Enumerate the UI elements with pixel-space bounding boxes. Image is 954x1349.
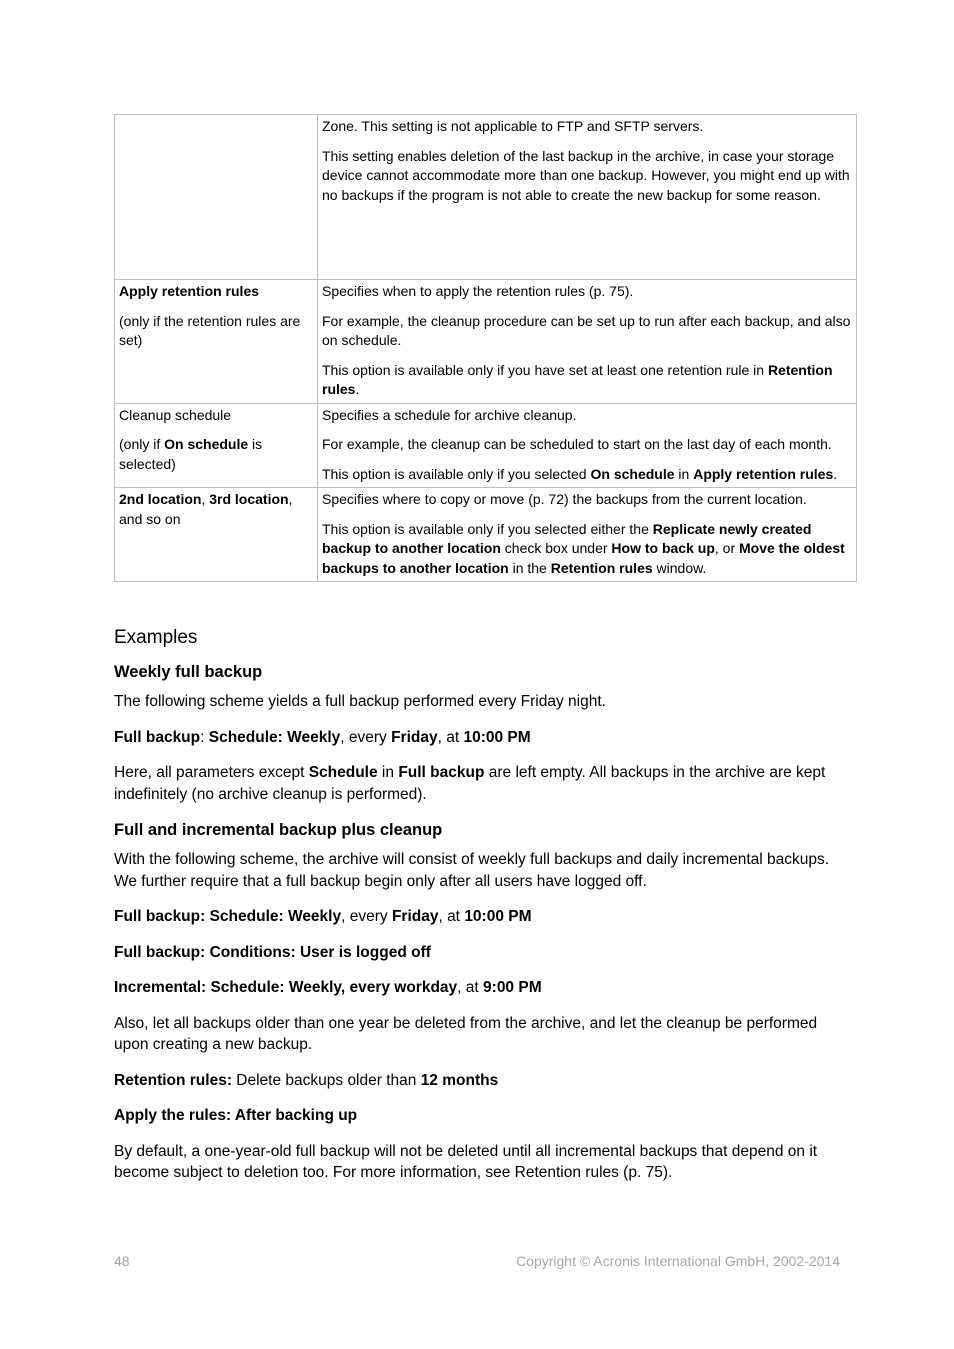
- text-run: .: [833, 465, 838, 482]
- text-run: This setting enables deletion of the last backup in the archive, in case your storage device cannot accommodate more than one backup. However, you might end up with no backups if the program is not able to create the new backup for some reason.: [322, 147, 850, 203]
- table-row: [115, 280, 857, 404]
- table-row: [115, 488, 857, 582]
- bold-text: On schedule: [164, 436, 249, 452]
- text-run: By default, a one-year-old full backup will not be deleted until all incremental backups that depend on it become subject to deletion too. For more information, see Retention rules (p. 75).: [114, 1142, 818, 1181]
- option-description-cell: [318, 115, 857, 280]
- option-description-cell: [318, 403, 857, 488]
- paragraph: [114, 762, 844, 805]
- bold-text: Full backup: Conditions: User is logged off: [114, 943, 431, 961]
- cell-paragraph: [322, 406, 852, 426]
- text-run: Cleanup schedule: [119, 406, 232, 423]
- text-run: Weekly full backup: [114, 663, 263, 681]
- text-run: are left empty. All backups in the archive are kept indefinitely (no archive cleanup is performed).: [114, 764, 826, 803]
- bold-text: 9:00 PM: [483, 979, 542, 996]
- bold-text: Apply the rules: After backing up: [114, 1107, 358, 1124]
- option-description-cell: [318, 280, 857, 404]
- option-name-cell: [115, 403, 318, 488]
- text-run: check box under: [500, 540, 612, 556]
- page-number: 48: [114, 1253, 130, 1269]
- text-run: :: [200, 728, 209, 746]
- text-run: The following scheme yields a full backup performed every Friday night.: [114, 693, 606, 710]
- bold-text: Friday: [391, 908, 439, 925]
- paragraph: [114, 906, 844, 928]
- text-run: (only if the retention rules are set): [119, 312, 301, 348]
- paragraph: [114, 1141, 844, 1184]
- bold-text: Schedule: [308, 764, 378, 781]
- paragraph: [114, 1105, 844, 1127]
- text-run: , every: [340, 728, 392, 746]
- paragraph: [114, 691, 844, 713]
- paragraph: [114, 942, 844, 964]
- cell-paragraph: [322, 117, 852, 137]
- bold-text: Full backup: Schedule: Weekly: [114, 908, 342, 925]
- text-run: This option is available only if you selected either the: [322, 520, 653, 537]
- bold-text: On schedule: [590, 465, 675, 482]
- bold-text: 12 months: [420, 1071, 499, 1089]
- cell-paragraph: [322, 312, 852, 351]
- option-name-cell: [115, 280, 318, 404]
- bold-text: 10:00 PM: [464, 908, 532, 925]
- cell-paragraph: [322, 282, 852, 302]
- text-run: For example, the cleanup procedure can be set up to run after each backup, and also on schedule.: [322, 312, 851, 348]
- text-run: , and so on: [119, 491, 293, 527]
- text-run: Specifies where to copy or move (p. 72) the backups from the current location.: [322, 491, 807, 507]
- text-run: This option is available only if you selected: [322, 465, 591, 482]
- text-run: Specifies when to apply the retention rules (p. 75).: [322, 283, 634, 299]
- bold-text: Retention rules:: [114, 1071, 232, 1089]
- option-description-cell: [318, 488, 857, 582]
- text-run: , at: [457, 979, 484, 996]
- text-run: in: [377, 764, 399, 781]
- subheading-weekly-full-backup: [114, 661, 844, 683]
- text-run: Here, all parameters except: [114, 764, 309, 781]
- paragraph: [114, 727, 844, 749]
- text-run: in the: [508, 559, 551, 576]
- table-row: [115, 115, 857, 280]
- table-row: [115, 403, 857, 488]
- text-run: is selected): [119, 436, 263, 472]
- text-run: , every: [341, 908, 392, 925]
- section-heading-examples: [114, 625, 844, 651]
- options-table-body: [115, 115, 857, 582]
- text-run: Also, let all backups older than one year be deleted from the archive, and let the cleanup be performed upon creating a new backup.: [114, 1014, 818, 1053]
- cell-paragraph: [322, 147, 852, 206]
- paragraph: [114, 1013, 844, 1056]
- text-run: Examples: [114, 627, 198, 648]
- paragraph: [114, 849, 844, 892]
- cell-paragraph: [322, 465, 852, 485]
- bold-text: 3rd location: [209, 491, 289, 507]
- bold-text: Schedule: Weekly: [208, 728, 341, 746]
- cell-paragraph: [322, 435, 852, 455]
- text-run: (only if: [119, 436, 165, 452]
- option-name-cell: [115, 488, 318, 582]
- options-table: [114, 114, 857, 582]
- bold-text: How to back up: [611, 540, 715, 556]
- copyright-notice: Copyright © Acronis International GmbH, 2002-2014: [516, 1253, 840, 1269]
- bold-text: Retention rules: [322, 361, 833, 397]
- bold-text: Apply retention rules: [119, 283, 260, 299]
- paragraph: [114, 977, 844, 999]
- cell-paragraph: [322, 361, 852, 400]
- bold-text: Apply retention rules: [693, 465, 834, 482]
- bold-text: 10:00 PM: [463, 728, 531, 746]
- body-content: [114, 625, 844, 1198]
- subheading-full-incremental-cleanup: [114, 819, 844, 841]
- bold-text: Friday: [391, 728, 438, 746]
- text-run: , at: [437, 728, 464, 746]
- text-run: With the following scheme, the archive will consist of weekly full backups and daily incremental backups. We further require that a full backup begin only after all users have logged off.: [114, 851, 830, 890]
- text-run: For example, the cleanup can be scheduled to start on the last day of each month.: [322, 436, 832, 452]
- text-run: Delete backups older than: [231, 1071, 421, 1089]
- option-name-cell: [115, 115, 318, 280]
- text-run: ,: [201, 491, 210, 507]
- text-run: Specifies a schedule for archive cleanup.: [322, 406, 577, 423]
- paragraph: [114, 1070, 844, 1092]
- text-run: , or: [714, 540, 739, 556]
- bold-text: 2nd location: [119, 491, 202, 507]
- cell-paragraph: [119, 490, 313, 529]
- bold-text: Full backup: [398, 764, 485, 781]
- cell-paragraph: [119, 282, 313, 302]
- text-run: .: [355, 381, 360, 397]
- text-run: Zone. This setting is not applicable to FTP and SFTP servers.: [322, 118, 704, 134]
- bold-text: Full backup: [114, 728, 201, 746]
- cell-paragraph: [119, 406, 313, 426]
- text-run: in: [674, 465, 694, 482]
- cell-paragraph: [119, 312, 313, 351]
- text-run: , at: [438, 908, 465, 925]
- cell-paragraph: [119, 435, 313, 474]
- text-run: This option is available only if you have set at least one retention rule in: [322, 361, 768, 378]
- bold-text: Move the oldest backups to another location: [322, 540, 845, 576]
- text-run: window.: [652, 559, 707, 576]
- text-run: Full and incremental backup plus cleanup: [114, 821, 443, 839]
- bold-text: Incremental: Schedule: Weekly, every workday: [114, 979, 458, 996]
- cell-paragraph: [322, 520, 852, 579]
- bold-text: Replicate newly created backup to another location: [322, 520, 812, 556]
- bold-text: Retention rules: [550, 559, 653, 576]
- cell-paragraph: [322, 490, 852, 510]
